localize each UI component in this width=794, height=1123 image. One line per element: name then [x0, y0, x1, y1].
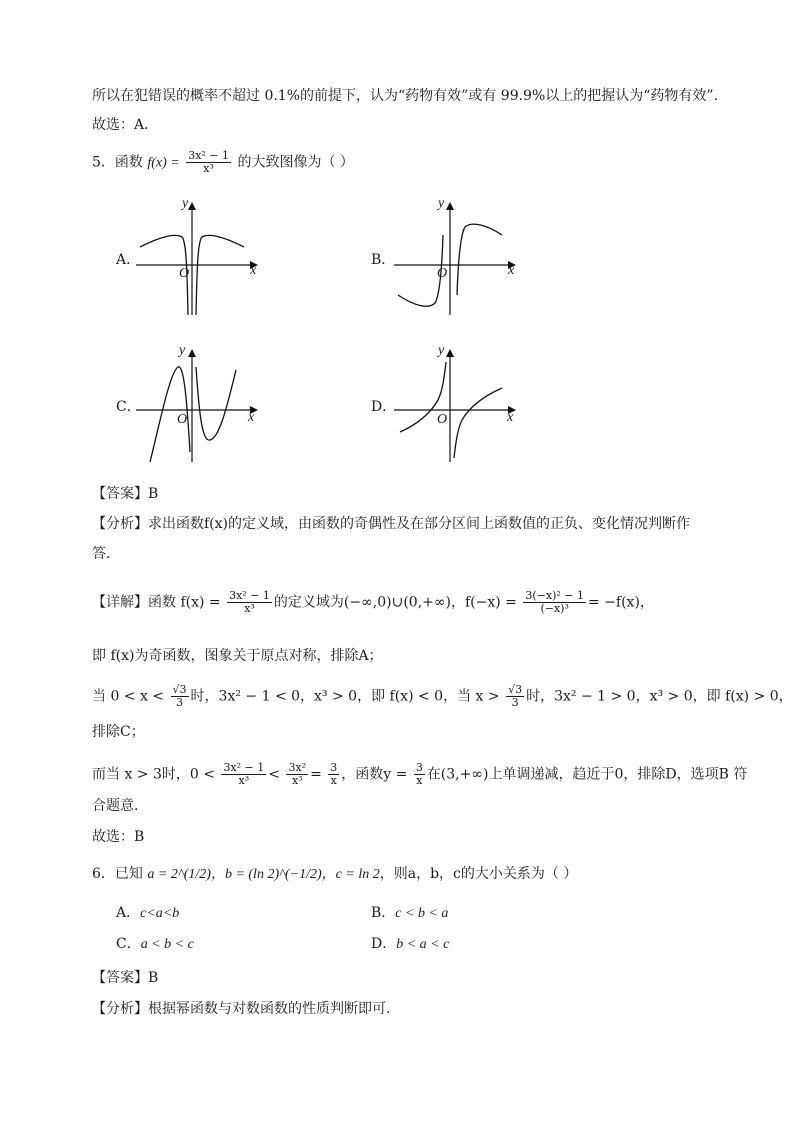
q5-detail-5-d4: x — [416, 774, 423, 787]
graph-a-y-label: y — [182, 196, 189, 211]
graph-b-curve-right — [457, 224, 502, 295]
q5-answer-value: B — [148, 486, 159, 502]
graph-a-curve-right — [196, 235, 244, 315]
q5-stem — [92, 150, 354, 175]
q5-detail-5-n1: 3x² − 1 — [223, 761, 265, 774]
q5-detail-5d: ，函数y = — [341, 766, 408, 783]
q5-detail-5-frac2 — [286, 762, 308, 787]
graph-a-origin: O — [179, 266, 190, 281]
q5-detail-3-frac2 — [506, 684, 524, 709]
q5-detail-5c: = — [310, 766, 322, 783]
graph-d-origin: O — [437, 412, 448, 427]
q6-option-c — [116, 933, 194, 953]
intro-line-1: 所以在犯错误的概率不超过 0.1%的前提下，认为“药物有效”或有 99.9%以上的把握认为“药物有效”. — [92, 88, 719, 104]
q6-answer — [92, 968, 158, 988]
q5-detail-5-n4: 3 — [415, 761, 423, 774]
intro-line-2: 故选：A． — [92, 117, 159, 133]
q5-detail-5-d1: x³ — [238, 774, 250, 787]
q5-detail-3-den1: 3 — [176, 696, 184, 709]
q5-detail-5-frac4 — [414, 762, 425, 787]
q5-detail-3b: 时，3x² − 1 < 0，x³ > 0，即 f(x) < 0，当 x > — [190, 688, 500, 705]
q5-analysis-2: 答. — [92, 546, 111, 562]
q5-detail-tag: 【详解】 — [92, 594, 148, 611]
q5-detail-5a: 而当 x > 3时，0 < — [92, 766, 215, 783]
graph-b-x-label: x — [508, 263, 515, 278]
q5-detail-5-d2: x³ — [291, 774, 303, 787]
q5-detail-5 — [92, 762, 747, 787]
graph-b-y-arrow — [446, 202, 454, 210]
q5-detail-3a: 当 0 < x < — [92, 688, 165, 705]
q6-answer-value: B — [148, 970, 159, 986]
q5-detail-1-num1: 3x² − 1 — [229, 589, 270, 602]
graph-d — [388, 342, 523, 467]
q5-detail-3-frac1 — [171, 684, 189, 709]
graph-a-y-arrow — [188, 202, 196, 210]
q5-analysis-1 — [92, 514, 690, 534]
q5-detail-1-frac1 — [227, 590, 272, 615]
q5-detail-1-num2: 3(−x)² − 1 — [525, 589, 584, 602]
q6-stem-a: 6．已知 — [92, 866, 143, 882]
q5-detail-5b: < — [268, 766, 280, 783]
q5-num: 3x² − 1 — [188, 149, 230, 162]
graph-a-x-label: x — [250, 263, 257, 278]
q5-detail-1a: 函数 f(x) = — [148, 594, 221, 611]
q6-stem — [92, 864, 577, 885]
graph-a — [130, 195, 265, 320]
q5-detail-5-d3: x — [330, 774, 337, 787]
q5-detail-4: 排除C； — [92, 724, 145, 740]
q5-fraction — [186, 150, 231, 175]
q6-option-b-label: B． — [371, 905, 396, 921]
graph-c — [130, 342, 265, 467]
graph-c-y-label: y — [179, 343, 186, 358]
q6-option-b — [371, 902, 448, 922]
q5-detail-1-frac2 — [523, 590, 586, 615]
q6-analysis-text: 根据幂函数与对数函数的性质判断即可. — [148, 1001, 391, 1017]
q6-option-c-text: a < b < c — [140, 937, 194, 952]
q5-prefix: 5．函数 — [92, 154, 143, 171]
graph-b — [388, 195, 523, 320]
q5-func-lhs: f(x) = — [147, 155, 180, 171]
q6-stem-b: ，则a，b，c的大小关系为（ ） — [379, 866, 578, 882]
q5-analysis-text-1: 求出函数f(x)的定义域，由函数的奇偶性及在部分区间上函数值的正负、变化情况判断作 — [148, 516, 690, 532]
q6-option-a-label: A． — [116, 905, 141, 921]
q6-analysis-tag: 【分析】 — [92, 1001, 148, 1017]
graph-b-label: B． — [371, 252, 396, 268]
q6-option-d-text: b < a < c — [396, 937, 450, 952]
q5-detail-6: 合题意. — [92, 798, 139, 814]
graph-c-label: C． — [116, 399, 141, 415]
graph-c-curve-right — [196, 367, 236, 440]
graph-b-origin: O — [437, 266, 448, 281]
graph-c-x-label: x — [248, 410, 255, 425]
graph-d-y-label: y — [438, 343, 445, 358]
graph-d-curve-right — [454, 388, 502, 458]
q5-detail-3 — [92, 684, 793, 709]
graph-d-x-label: x — [507, 410, 514, 425]
q5-detail-5-frac3 — [328, 762, 339, 787]
q5-detail-3c: 时，3x² − 1 > 0，x³ > 0，即 f(x) > 0， — [526, 688, 793, 705]
q5-detail-1c: = −f(x)， — [588, 594, 654, 611]
q6-option-c-label: C． — [116, 936, 141, 952]
q6-option-a — [116, 902, 179, 922]
q5-detail-1-den1: x³ — [244, 602, 255, 615]
q5-answer-tag: 【答案】 — [92, 486, 148, 502]
q5-detail-1-den2: (−x)³ — [540, 602, 569, 615]
q5-detail-5-n2: 3x² — [288, 761, 307, 774]
q5-detail-1b: 的定义域为(−∞,0)∪(0,+∞)，f(−x) = — [273, 594, 517, 611]
graph-c-y-arrow — [188, 349, 196, 357]
graph-d-label: D． — [371, 399, 397, 415]
graph-b-y-label: y — [438, 196, 445, 211]
q6-option-a-text: c<a<b — [140, 906, 180, 921]
q6-option-d — [371, 933, 449, 953]
q6-answer-tag: 【答案】 — [92, 970, 148, 986]
q5-answer — [92, 484, 158, 504]
q5-detail-5e: 在(3,+∞)上单调递减，趋近于0，排除D，选项B 符 — [426, 766, 748, 783]
q5-detail-1 — [92, 590, 654, 615]
q5-detail-3-num2: √3 — [508, 683, 523, 696]
q6-option-d-label: D． — [371, 936, 397, 952]
q5-den: x³ — [203, 162, 214, 175]
q5-detail-5-n3: 3 — [330, 761, 338, 774]
q5-analysis-tag: 【分析】 — [92, 516, 148, 532]
graph-a-label: A． — [116, 252, 141, 268]
graph-c-origin: O — [177, 412, 188, 427]
q6-option-b-text: c < b < a — [395, 906, 449, 921]
q5-detail-5-frac1 — [221, 762, 266, 787]
q5-choose: 故选：B — [92, 829, 145, 845]
graph-d-y-arrow — [446, 349, 454, 357]
q5-detail-2: 即 f(x)为奇函数，图象关于原点对称，排除A； — [92, 648, 383, 664]
q5-detail-3-den2: 3 — [511, 696, 519, 709]
q5-detail-3-num1: √3 — [172, 683, 187, 696]
q5-suffix: 的大致图像为（ ） — [237, 154, 354, 171]
q6-analysis — [92, 999, 390, 1019]
q6-stem-def: a = 2^(1/2)，b = (ln 2)^(−1/2)，c = ln 2 — [147, 867, 380, 882]
